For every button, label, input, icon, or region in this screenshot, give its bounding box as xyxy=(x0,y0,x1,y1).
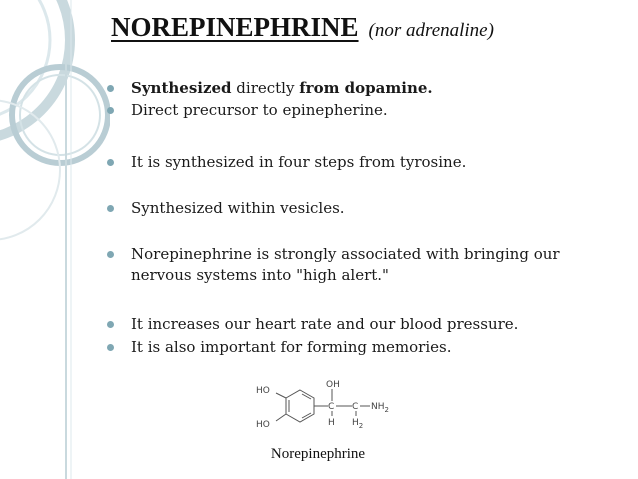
ho-label: HO xyxy=(256,386,270,396)
carbon-label: C xyxy=(352,402,359,412)
bullet-line-2: nervous systems into "high alert." xyxy=(131,266,389,284)
oh-label: OH xyxy=(326,380,340,390)
bullet-text-segment: directly xyxy=(231,79,300,97)
amine-label: $NH_2$ xyxy=(371,402,389,414)
bullet-icon xyxy=(107,321,114,328)
bullet-text xyxy=(131,244,617,286)
slide-title: NOREPINEPHRINE xyxy=(111,12,359,42)
bullet-bold-text: from dopamine. xyxy=(299,79,433,97)
bullet-text: Direct precursor to epinepherine. xyxy=(131,101,388,119)
bullet-item xyxy=(107,244,617,286)
slide-subtitle: (nor adrenaline) xyxy=(368,20,494,41)
bullet-text: It increases our heart rate and our blood pressure. xyxy=(131,315,519,333)
bullet-icon xyxy=(107,85,114,92)
bullet-item xyxy=(107,152,617,173)
bullet-text: It is synthesized in four steps from tyrosine. xyxy=(131,153,467,171)
hydrogen-label: $H_2$ xyxy=(352,418,364,430)
norepinephrine-structure-diagram xyxy=(252,378,402,440)
decorative-circles xyxy=(0,0,110,479)
structure-caption: Norepinephrine xyxy=(270,446,366,462)
ho-label: HO xyxy=(256,420,270,430)
bullet-item xyxy=(107,78,617,99)
bullet-bold-text: Synthesized xyxy=(131,79,232,97)
title-row xyxy=(111,12,494,43)
bullet-icon xyxy=(107,251,114,258)
bullet-text: It is also important for forming memories. xyxy=(131,338,452,356)
bullet-icon xyxy=(107,107,114,114)
bullet-text xyxy=(131,78,617,99)
bullet-icon xyxy=(107,344,114,351)
bullet-icon xyxy=(107,205,114,212)
bullet-item xyxy=(107,314,617,335)
hydrogen-label: H xyxy=(328,418,335,428)
bullet-text: Synthesized within vesicles. xyxy=(131,199,345,217)
bullet-icon xyxy=(107,159,114,166)
bullet-line-1: Norepinephrine is strongly associated with bringing our xyxy=(131,245,560,263)
carbon-label: C xyxy=(328,402,335,412)
bullet-item xyxy=(107,198,617,219)
bullet-item xyxy=(107,100,617,121)
bullet-item xyxy=(107,337,617,358)
